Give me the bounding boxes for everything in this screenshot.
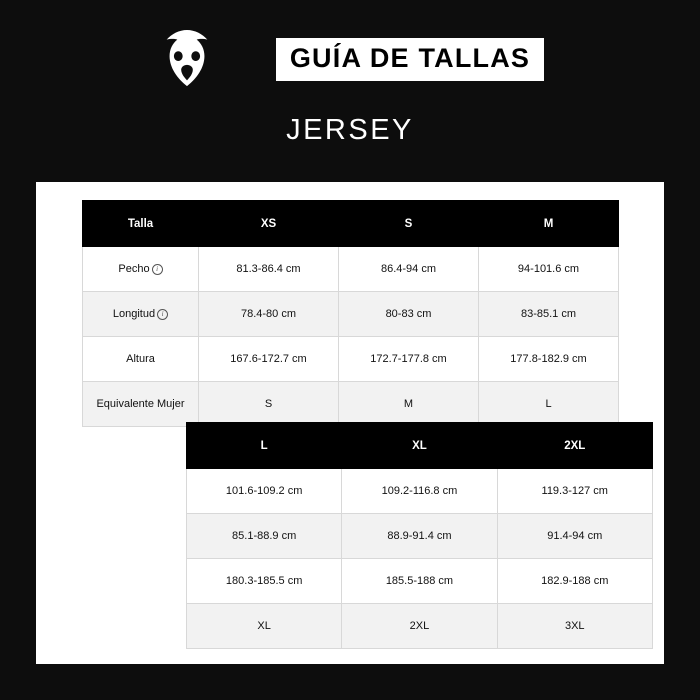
cell-longitud-s: 80-83 cm [339,292,479,337]
cell-equivalente-xs: S [199,382,339,427]
page-subtitle: JERSEY [286,114,414,146]
size-table-top [82,200,619,427]
info-icon[interactable]: i [157,309,168,320]
cell-longitud-m: 83-85.1 cm [479,292,619,337]
cell-altura-l: 180.3-185.5 cm [187,559,342,604]
header-top-row [156,28,544,90]
table-row [187,559,653,604]
row-label-text: Longitud [112,308,156,320]
column-header-xs: XS [199,201,339,247]
page-title: GUÍA DE TALLAS [276,38,544,81]
cell-pecho-xl: 109.2-116.8 cm [342,469,497,514]
info-icon[interactable]: i [152,264,163,275]
table-row [83,292,619,337]
cell-longitud-xl: 88.9-91.4 cm [342,514,497,559]
table-top-header-row [83,201,619,247]
cell-pecho-l: 101.6-109.2 cm [187,469,342,514]
column-header-m: M [479,201,619,247]
cell-longitud-xs: 78.4-80 cm [199,292,339,337]
fox-head-logo [156,28,218,90]
size-chart-sheet [36,182,664,664]
column-header-l: L [187,423,342,469]
table-row [187,604,653,649]
cell-equivalente-l: XL [187,604,342,649]
header [0,0,700,182]
cell-pecho-s: 86.4-94 cm [339,247,479,292]
cell-equivalente-m: L [479,382,619,427]
cell-longitud-l: 85.1-88.9 cm [187,514,342,559]
row-label-longitud [83,292,199,337]
cell-altura-m: 177.8-182.9 cm [479,337,619,382]
table-row [83,337,619,382]
cell-pecho-xs: 81.3-86.4 cm [199,247,339,292]
cell-pecho-2xl: 119.3-127 cm [497,469,652,514]
table-row [187,469,653,514]
cell-longitud-2xl: 91.4-94 cm [497,514,652,559]
column-header-xl: XL [342,423,497,469]
row-label-pecho [83,247,199,292]
row-label-altura: Altura [83,337,199,382]
cell-altura-s: 172.7-177.8 cm [339,337,479,382]
cell-equivalente-s: M [339,382,479,427]
column-header-talla: Talla [83,201,199,247]
cell-altura-2xl: 182.9-188 cm [497,559,652,604]
cell-equivalente-xl: 2XL [342,604,497,649]
column-header-s: S [339,201,479,247]
table-row [187,514,653,559]
cell-pecho-m: 94-101.6 cm [479,247,619,292]
table-bottom-header-row [187,423,653,469]
cell-equivalente-2xl: 3XL [497,604,652,649]
row-label-text: Pecho [118,263,150,275]
row-label-equivalente-mujer: Equivalente Mujer [83,382,199,427]
cell-altura-xl: 185.5-188 cm [342,559,497,604]
size-table-bottom [186,422,653,649]
table-row [83,382,619,427]
table-row [83,247,619,292]
column-header-2xl: 2XL [497,423,652,469]
cell-altura-xs: 167.6-172.7 cm [199,337,339,382]
